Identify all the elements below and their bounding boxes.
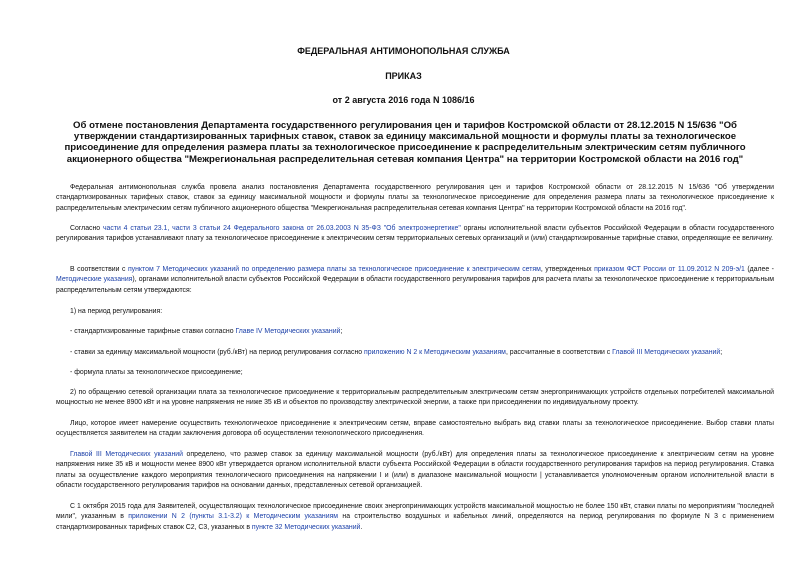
method-item-7-link[interactable]: пунктом 7 Методических указаний по определению размера платы за технологическое присоединение к электрическим сетям — [127, 266, 541, 273]
text-span: С 1 октября 2015 года для Заявителей, осуществляющих технологическое присоединение своих энергопринимающих устройств максимальной мощностью не более 150 кВт, ставки платы по мероприятиям "последней мили", указанным в — [56, 503, 774, 521]
paragraph-method-guidelines — [56, 265, 774, 296]
paragraph-large-consumers: 2) по обращению сетевой организации плата за технологическое присоединение к территориальным распределительным электрическим сетям энергопринимающих устройств отдельных потребителей максимальной мощностью не менее 8900 кВт и на уровне напряжения не ниже 35 кВ и объектов по производству электрической энергии, а также при присоединении по индивидуальному проекту. — [56, 389, 774, 407]
text-span: на строительство воздушных и кабельных линий, определяются на период регулирования по формуле N 3 с применением стандартизированных тарифных ставок С2, С3, указанных в — [56, 513, 774, 531]
list-item-tariff-rates — [70, 327, 770, 337]
text-span: , рассчитанные в соответствии с — [505, 349, 613, 356]
text-span: ; — [340, 328, 343, 335]
fst-order-link[interactable]: приказом ФСТ России от 11.09.2012 N 209-э/1 — [594, 266, 745, 273]
document-date: от 2 августа 2016 года N 1086/16 — [332, 95, 475, 105]
paragraph-chapter-iii — [56, 450, 774, 492]
paragraph-legal-basis — [56, 224, 774, 245]
text-span: ), органами исполнительной власти субъектов Российской Федерации в области государственного регулирования тарифов для расчета платы за технологическое присоединение к территориальным распределительным сетям утверждаются: — [56, 276, 774, 294]
appendix-2-link[interactable]: приложению N 2 к Методическим указаниям — [364, 349, 506, 356]
text-span: - стандартизированные тарифные ставки согласно — [70, 328, 236, 335]
list-item-capacity-rates — [70, 348, 770, 358]
text-span: . — [360, 523, 363, 531]
chapter-iii-link-2[interactable]: Главой III Методических указаний — [70, 451, 183, 458]
text-span: Согласно — [70, 225, 103, 232]
chapter-iii-link[interactable]: Главой III Методических указаний — [612, 349, 721, 356]
text-span: (далее - — [744, 266, 774, 273]
paragraph-analysis: Федеральная антимонопольная служба провела анализ постановления Департамента государственного регулирования цен и тарифов Костромской области от 28.12.2015 N 15/636 "Об утверждении стандартизированных тарифных ставок, ставок за единицу максимальной мощности и формулы платы за технологическое присоединение для определения размера платы за технологическое присоединение к распределительным электрическим сетям публичного акционерного общества "Межрегиональная распределительная сетевая компания Центра" на территории Костромской области на 2016 год". — [56, 184, 774, 212]
text-span: определено, что размер ставок за единицу максимальной мощности (руб./кВт) для определения платы за технологическое присоединение к электрическим сетям на уровне напряжения ниже 35 кВ и мощности менее 8900 кВт утверждается органом исполнительной власти субъекта Российской Федерации в области государственного регулирования тарифов на период регулирования. Ставка платы за осуществление каждого мероприятия технологического присоединения на напряжении I и (или) в диапазоне максимальной мощности | устанавливается уполномоченным органом исполнительной власти в области государственного регулирования тарифов на основании данных, представленных сетевой организацией. — [56, 451, 774, 490]
text-span: , утвержденных — [540, 266, 595, 273]
document-type: ПРИКАЗ — [385, 71, 422, 81]
list-item-formula: - формула платы за технологическое присоединение; — [70, 369, 243, 376]
appendix-2-items-link[interactable]: приложении N 2 (пункты 3.1-3.2) к Методическим указаниям — [128, 513, 339, 521]
list-item-regulation-period: 1) на период регулирования: — [70, 308, 163, 315]
paragraph-last-mile — [56, 502, 774, 533]
agency-name: ФЕДЕРАЛЬНАЯ АНТИМОНОПОЛЬНАЯ СЛУЖБА — [297, 46, 510, 56]
text-span: ; — [720, 349, 723, 356]
paragraph-rate-choice: Лицо, которое имеет намерение осуществить технологическое присоединение к электрическим сетям, вправе самостоятельно выбрать вид ставки платы за технологическое присоединение. Выбор ставки платы осуществляется заявителем на стадии заключения договора об осуществлении технологического присоединения. — [56, 420, 774, 438]
chapter-iv-link[interactable]: Главе IV Методических указаний — [235, 328, 341, 335]
law-article-link[interactable]: части 4 статьи 23.1, части 3 статьи 24 Федерального закона от 26.03.2003 N 35-ФЗ "Об электроэнергетике" — [102, 225, 461, 232]
text-span: В соответствии с — [70, 266, 128, 273]
method-guidelines-link[interactable]: Методические указания — [56, 276, 133, 284]
text-span: органы исполнительной власти субъектов Российской Федерации в области государственного регулирования тарифов устанавливают плату за технологическое присоединение к электрическим сетям территориальных сетевых организаций и (или) стандартизированные тарифные ставки, определяющие ее величину. — [56, 225, 775, 243]
document-title: Об отмене постановления Департамента государственного регулирования цен и тарифов Костромской области от 28.12.2015 N 15/636 "Об утверждении стандартизированных тарифных ставок, ставок за единицу максимальной мощности и формулы платы за технологическое присоединение для определения размера платы за технологическое присоединение к распределительным электрическим сетям публичного акционерного общества "Межрегиональная распределительная сетевая компания Центра" на территории Костромской области на 2016 год" — [64, 120, 746, 165]
text-span: - ставки за единицу максимальной мощности (руб./кВт) на период регулирования согласно — [70, 349, 364, 356]
item-32-link[interactable]: пункте 32 Методических указаний — [251, 523, 361, 531]
